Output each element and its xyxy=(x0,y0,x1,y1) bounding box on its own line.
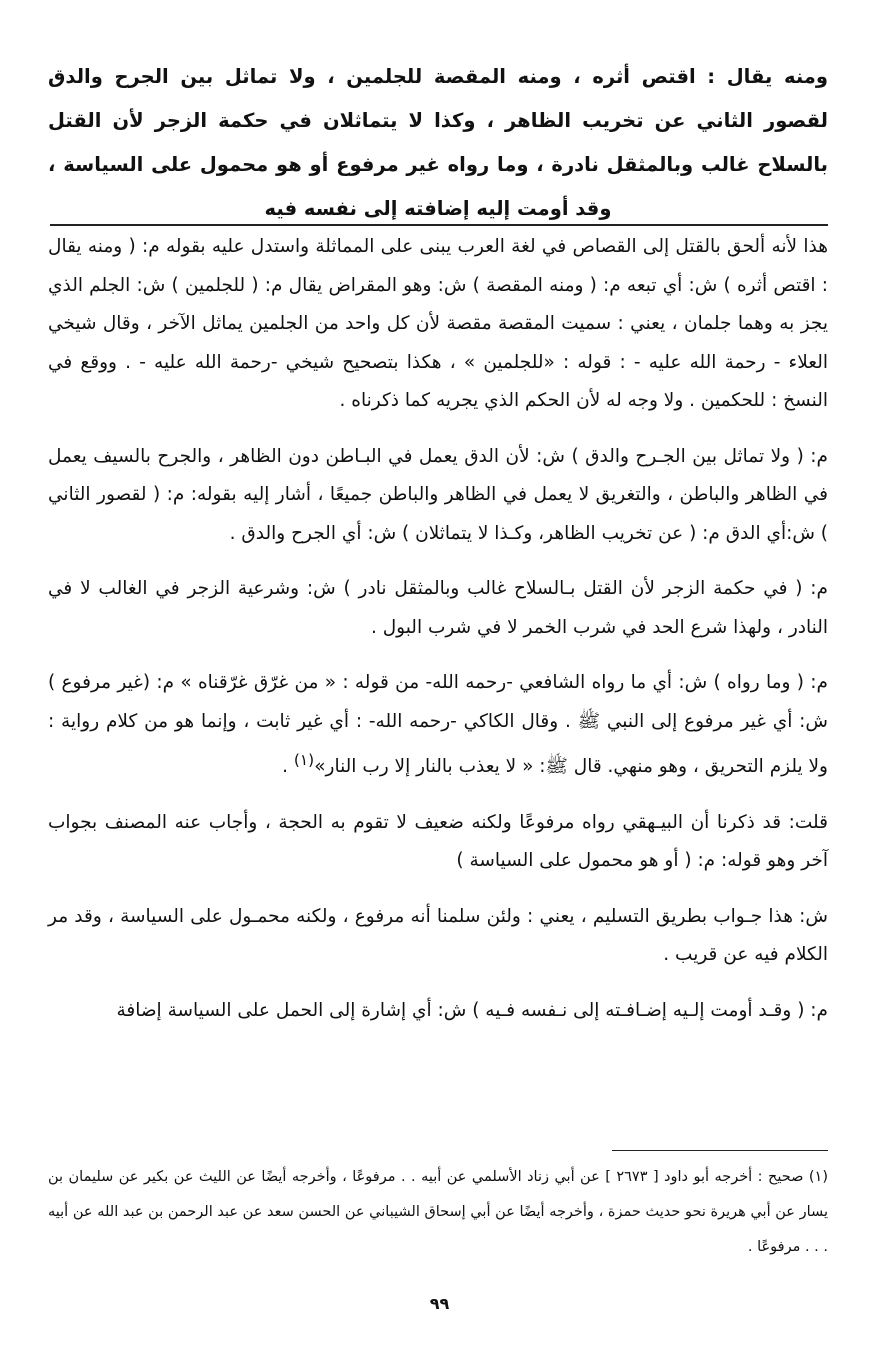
commentary-paragraph: م: ( ولا تماثل بين الجـرح والدق ) ش: لأن الدق يعمل في البـاطن دون الظاهر ، والجرح بالسيف يعمل في الظاهر والباطن ، والتغريق لا يعمل في الظاهر والباطن جميعًا ، أشار إليه بقوله: م: ( لقصور الثاني ) ش:أي الدق م: ( عن تخريب الظاهر، وكـذا لا يتماثلان ) ش: أي الجرح والدق . xyxy=(48,445,828,544)
commentary-text: م: ( وما رواه ) ش: أي ما رواه الشافعي -رحمه الله- من قوله : « من غرّق غرّقناه » م: (غير مرفوع ) ش: أي غير مرفوع إلى النبي ﷺ . وقال الكاكي -رحمه الله- : أي غير ثابت ، وإنما هو من كلام رواية : ولا يلزم التحريق ، وهو منهي. قال ﷺ: « لا يعذب بالنار إلا رب النار» xyxy=(48,672,828,778)
commentary-paragraph: م: ( وقـد أومت إلـيه إضـافـته إلى نـفسه فـيه ) ش: أي إشارة إلى الحمل على السياسة إضافة xyxy=(116,999,828,1021)
footnote-separator-rule xyxy=(612,1150,828,1151)
commentary-paragraph: ش: هذا جـواب بطريق التسليم ، يعني : ولئن سلمنا أنه مرفوع ، ولكنه محمـول على السياسة ، وقد مر الكلام فيه عن قريب . xyxy=(48,905,828,966)
commentary-paragraph: قلت: قد ذكرنا أن البيـهقي رواه مرفوعًا ولكنه ضعيف لا تقوم به الحجة ، وأجاب عنه المصنف بجواب آخر وهو قوله: م: ( أو هو محمول على السياسة ) xyxy=(48,811,828,872)
commentary-paragraph: م: ( وما رواه ) ش: أي ما رواه الشافعي -رحمه الله- من قوله : « من غرّق غرّقناه » م: (غير مرفوع ) ش: أي غير مرفوع إلى النبي ﷺ . وقال الكاكي -رحمه الله- : أي غير ثابت ، وإنما هو من كلام رواية : ولا يلزم التحريق ، وهو منهي. قال ﷺ: « لا يعذب بالنار إلا رب النار»$^{(١)}$ . xyxy=(48,672,828,778)
commentary-paragraph: م: ( في حكمة الزجر لأن القتل بـالسلاح غالب وبالمثقل نادر ) ش: وشرعية الزجر في الغالب لا في النادر ، ولهذا شرع الحد في شرب الخمر لا في شرب البول . xyxy=(48,578,828,638)
matn-text: ومنه يقال : اقتص أثره ، ومنه المقصة للجلمين ، ولا تماثل بين الجرح والدق لقصور الثاني عن تخريب الظاهر ، وكذا لا يتماثلان في حكمة الزجر لأن القتل بالسلاح غالب وبالمثقل نادرة ، وما رواه غير مرفوع أو هو محمول على السياسة ، وقد أومت إليه إضافته إلى نفسه فيه xyxy=(48,65,828,220)
commentary-body xyxy=(48,228,828,1047)
matn-separator-rule xyxy=(50,224,828,226)
page-number: ٩٩ xyxy=(429,1294,450,1313)
footnote-marker: (١) xyxy=(293,751,315,769)
footnote-text: (١) صحيح : أخرجه أبو داود [ ٢٦٧٣ ] عن أبي زناد الأسلمي عن أبيه . . مرفوعًا ، وأخرجه أيضًا عن الليث عن بكير عن سليمان بن يسار عن أبي هريرة نحو حديث حمزة ، وأخرجه أيضًا عن أبي إسحاق الشيباني عن الحسن سعد عن عبد الرحمن بن عبد الله عن أبيه . . . مرفوعًا . xyxy=(48,1169,828,1255)
commentary-paragraph: هذا لأنه ألحق بالقتل إلى القصاص في لغة العرب يبنى على المماثلة واستدل عليه بقوله م: ( ومنه يقال : اقتص أثره ) ش: أي تبعه م: ( ومنه المقصة ) ش: وهو المقراض يقال م: ( للجلمين ) ش: الجلم الذي يجز به وهما جلمان ، يعني : سميت المقصة مقصة لأن كل واحد من الجلمين يماثل الآخر ، وقال شيخي العلاء - رحمة الله عليه - : قوله : «للجلمين » ، هكذا بتصحيح شيخي -رحمة الله عليه - . ووقع في النسخ : للحكمين . ولا وجه له لأن الحكم الذي يجريه كما ذكرناه . xyxy=(48,236,828,411)
footnotes xyxy=(48,1160,828,1265)
